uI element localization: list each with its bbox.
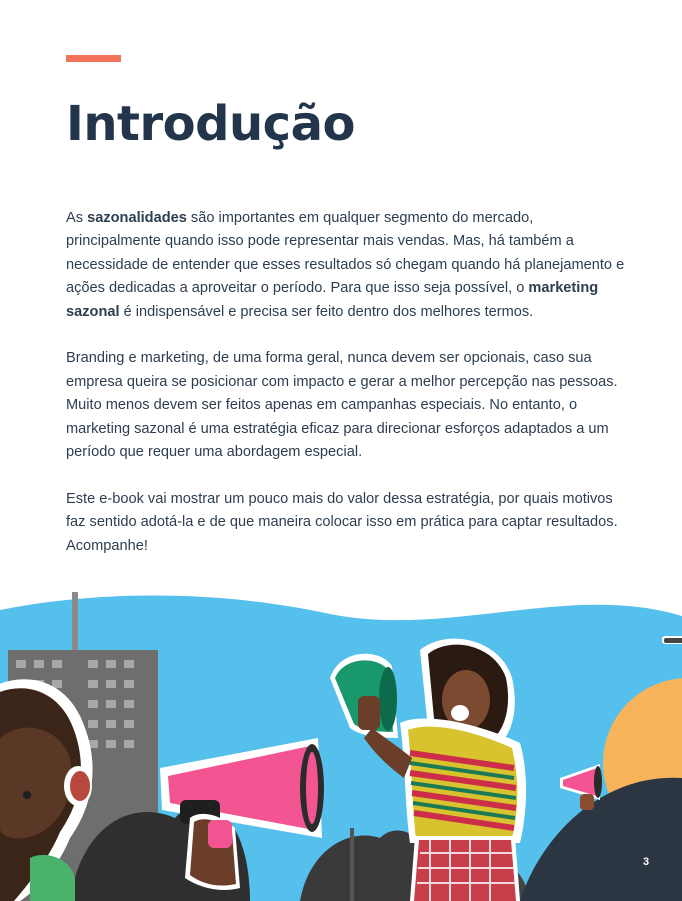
accent-bar — [66, 55, 121, 62]
text-run: Este e-book vai mostrar um pouco mais do valor dessa estratégia, por quais motivos faz sentido adotá-la e de que maneira colocar isso em prática para captar resultados. Acompanhe! — [66, 490, 618, 554]
bold-term: marketing sazonal — [66, 280, 599, 320]
text-run: Branding e marketing, de uma forma geral, nunca devem ser opcionais, caso sua empresa queira se posicionar com impacto e gerar a melhor percepção nas pessoas. Muito menos devem ser feitos apenas em campanhas especiais. No entanto, o marketing sazonal é uma estratégia eficaz para direcionar esforços adaptados a um período que requer uma abordagem especial. — [66, 350, 618, 461]
paragraph — [66, 488, 626, 558]
paragraph — [66, 347, 626, 464]
illustration — [0, 588, 682, 901]
page-number: 3 — [643, 856, 650, 868]
text-run: é indispensável e precisa ser feito dentro dos melhores termos. — [119, 303, 534, 320]
paragraph — [66, 207, 626, 324]
text-run: As — [66, 210, 88, 226]
page-title: Introdução — [66, 96, 355, 152]
bold-term: sazonalidades — [87, 210, 187, 226]
text-run: são importantes em qualquer segmento do mercado, principalmente quando isso pode representar mais vendas. Mas, há também a necessidade de entender que esses resultados só chegam quando há planejamento e ações dedicadas a aproveitar o período. Para que isso seja possível, o — [66, 210, 625, 297]
intro-body — [66, 207, 626, 581]
street-lamp — [662, 636, 682, 644]
